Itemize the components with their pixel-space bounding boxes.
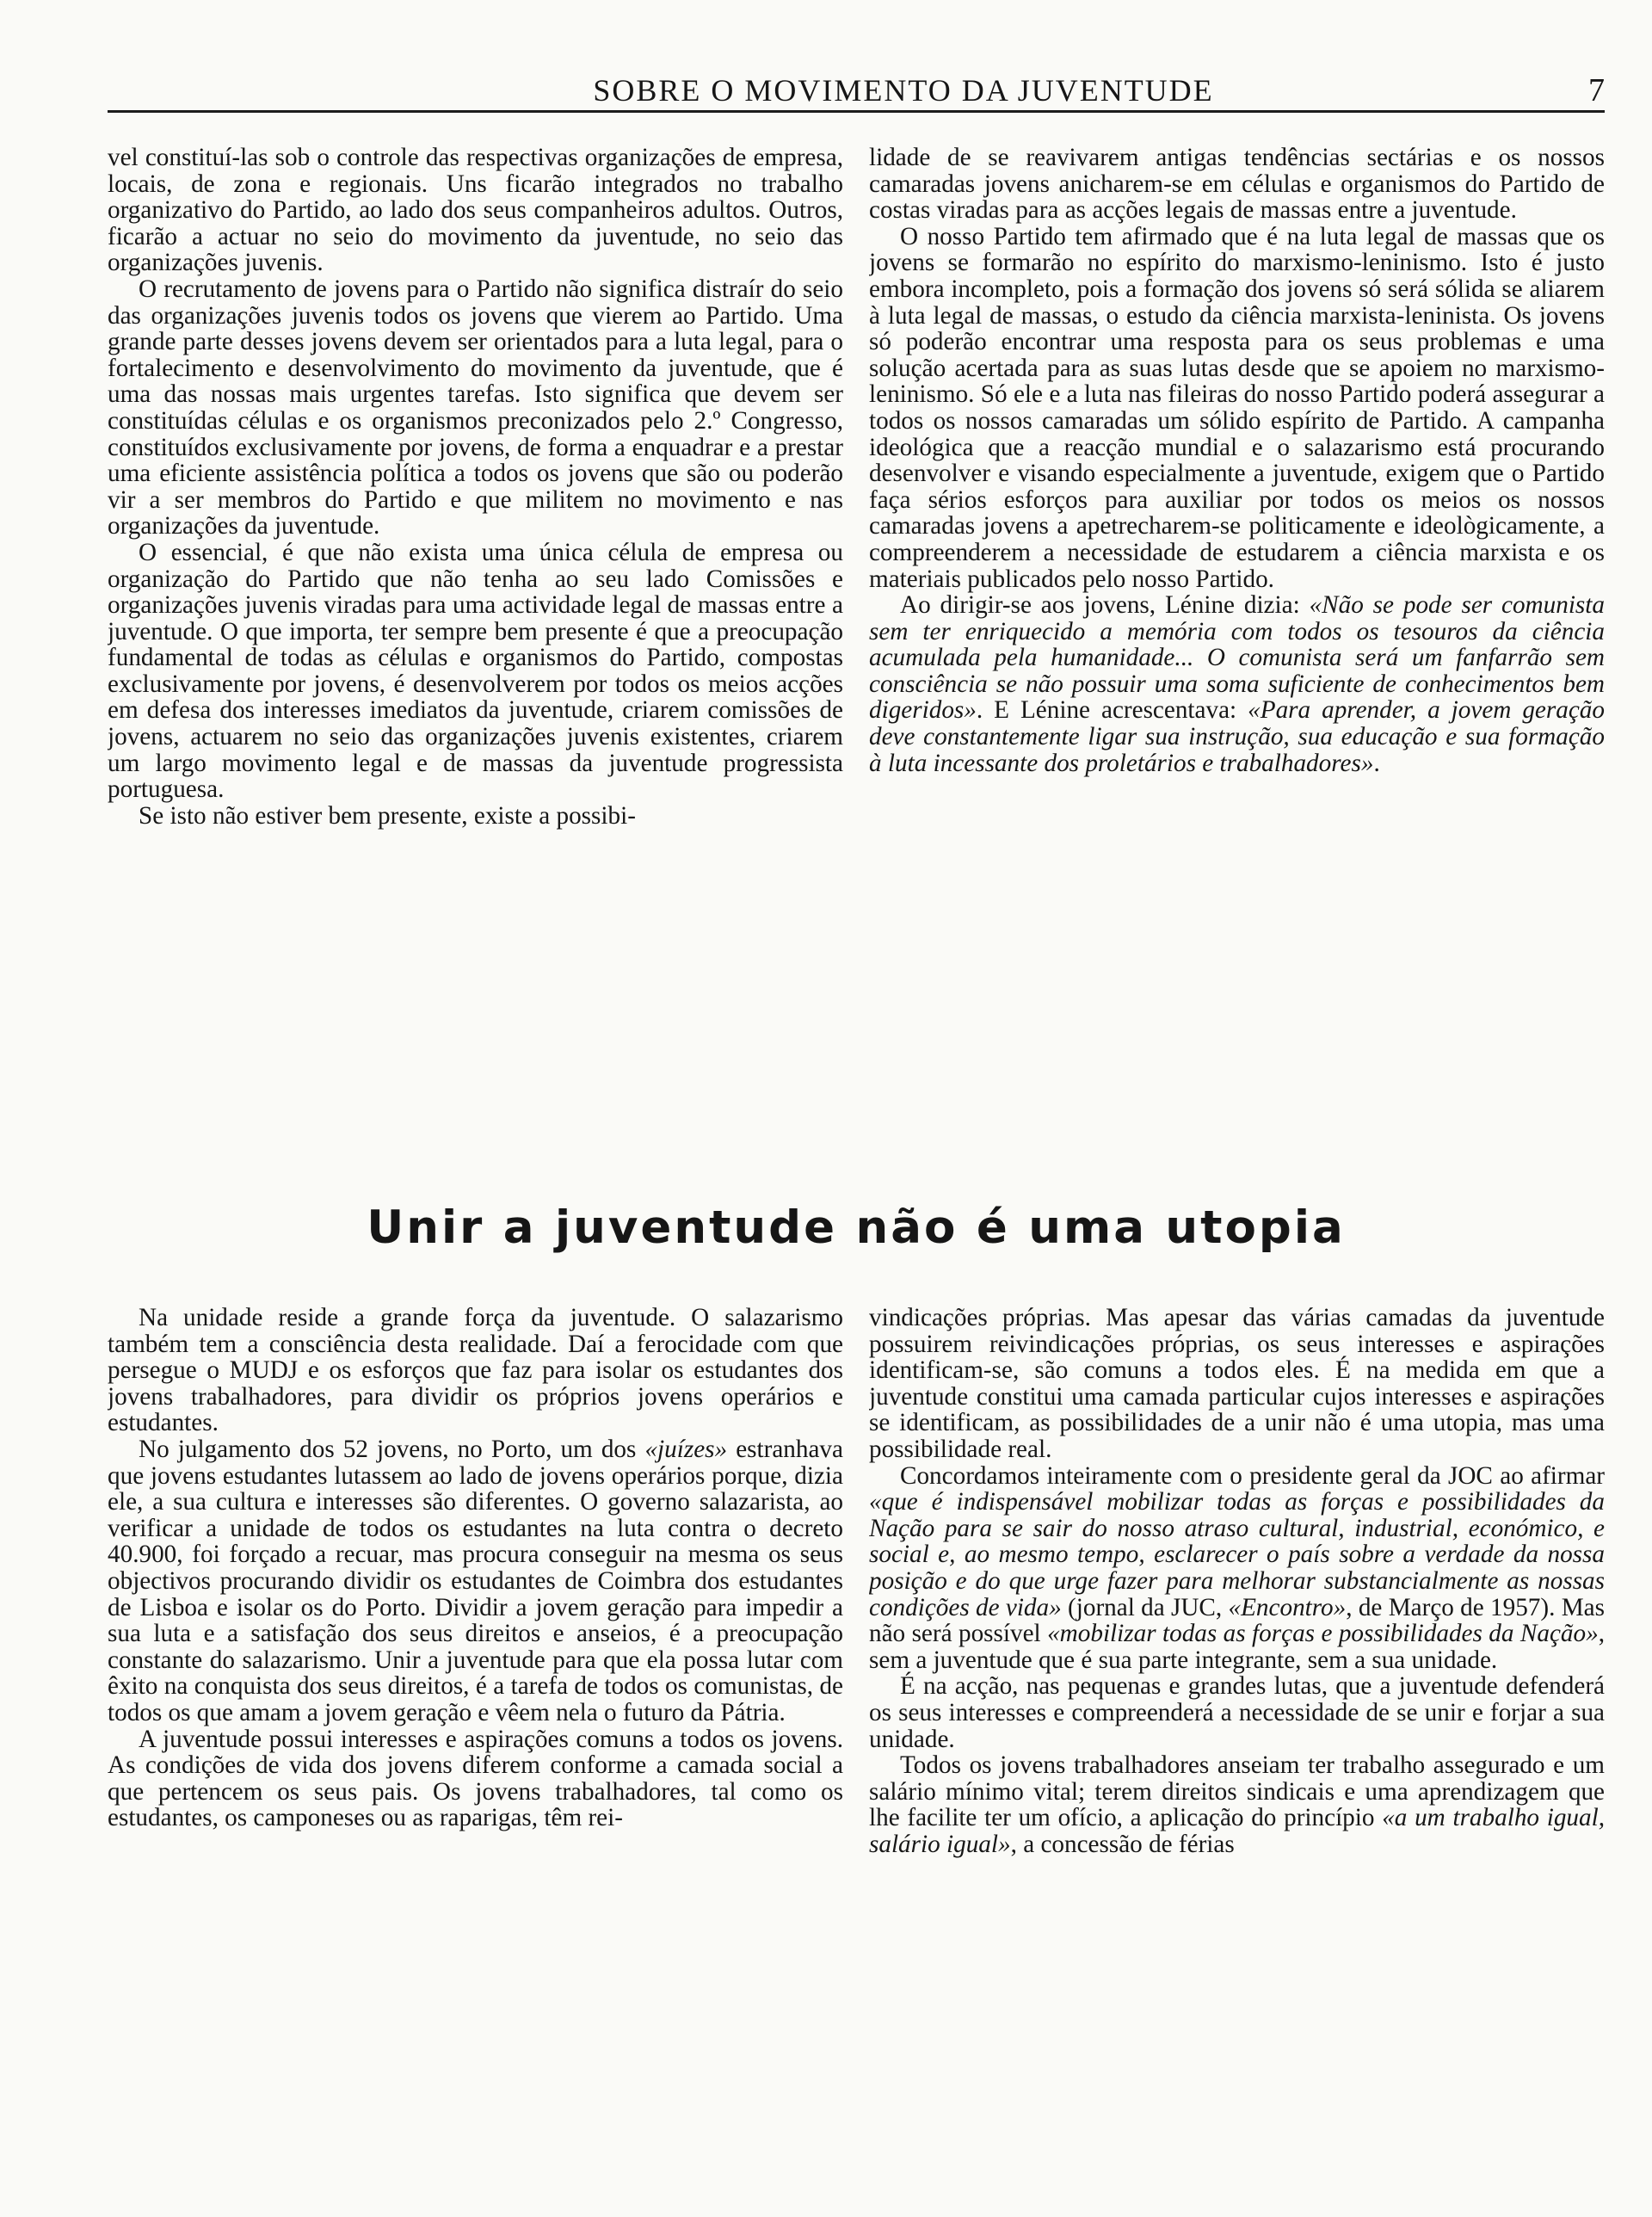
header-rule	[108, 110, 1605, 113]
section1-right-column	[869, 145, 1605, 1152]
joc-quote: «que é indispensável mobilizar todas as forças e possibilidades da Nação para se sair do nosso atraso cultural, industrial, económico, e social e, ao mesmo tempo, esclarecer o país sobre a verdade da nossa posição e do que urge fazer para melhorar substancialmente as nossas condições de vida»	[869, 1488, 1605, 1621]
running-head: SOBRE O MOVIMENTO DA JUVENTUDE	[593, 73, 1214, 108]
quoted-term: «juízes»	[644, 1435, 728, 1463]
text-run: Concordamos inteiramente com o presidente geral da JOC ao afirmar	[900, 1461, 1605, 1490]
journal-name: «Encontro»	[1228, 1593, 1347, 1621]
text-run: No julgamento dos 52 jovens, no Porto, um dos	[139, 1435, 645, 1463]
paragraph: Na unidade reside a grande força da juventude. O salazarismo também tem a consciência desta realidade. Daí a ferocidade com que persegue o MUDJ e os esforços que faz para isolar os estudantes dos jovens trabalhadores, para dividir os próprios jovens operários e estudantes.	[108, 1305, 843, 1437]
paragraph	[869, 1752, 1605, 1857]
paragraph: A juventude possui interesses e aspirações comuns a todos os jovens. As condições de vida dos jovens diferem conforme a camada social a que pertencem os seus pais. Os jovens trabalhadores, tal como os estudantes, os camponeses ou as raparigas, têm rei-	[108, 1725, 843, 1832]
paragraph: vel constituí-las sob o controle das respectivas organizações de empresa, locais, de zona e regionais. Uns ficarão integrados no trabalho organizativo do Partido, ao lado dos seus companheiros adultos. Outros, ficarão a actuar no seio do movimento da juventude, no seio das organizações juvenis.	[108, 145, 843, 277]
quoted-phrase: «mobilizar todas as forças e possibilidades da Nação»	[1047, 1620, 1599, 1648]
lenin-quote-paragraph	[869, 592, 1605, 776]
text-run: Todos os jovens trabalhadores anseiam ter trabalho assegurado e um salário mínimo vital; terem direitos sindicais e uma aprendizagem que lhe facilite ter um ofício, a aplicação do princípio	[869, 1751, 1605, 1832]
article-right-column	[869, 1305, 1605, 2191]
paragraph	[869, 1463, 1605, 1674]
lenin-quote: «Não se pode ser comunista sem ter enriquecido a memória com todos os tesouros da ciência acumulada pela humanidade... O comunista será um fanfarrão sem consciência se não possuir uma soma suficiente de conhecimentos bem digeridos»	[869, 591, 1605, 725]
section1-left-column	[108, 145, 843, 1152]
quoted-principle: «a um trabalho igual, salário igual»	[869, 1804, 1605, 1858]
paragraph: Se isto não estiver bem presente, existe a possibi-	[139, 801, 636, 830]
page-number: 7	[1588, 72, 1605, 108]
quote-end: .	[1373, 749, 1380, 777]
page-header	[108, 69, 1605, 112]
paragraph: O nosso Partido tem afirmado que é na luta legal de massas que os jovens se formarão no espírito do marxismo-leninismo. Isto é justo embora incompleto, pois a formação dos jovens só será sólida se aliarem à luta legal de massas, o estudo da ciência marxista-leninista. Os jovens só poderão encontrar uma resposta para os seus problemas e uma solução acertada para as suas lutas desde que se apoiem no marxismo-leninismo. Só ele e a luta nas fileiras do nosso Partido poderá assegurar a todos os nossos camaradas um sólido espírito de Partido. A campanha ideológica que a reacção mundial e o salazarismo está procurando desenvolver e visando especialmente a juventude, exigem que o Partido faça sérios esforços para auxiliar por todos os meios os nossos camaradas jovens a apetrecharem-se politicamente e ideològicamente, a compreenderem a necessidade de estudarem a ciência marxista e os materiais publicados pelo nosso Partido.	[869, 222, 1605, 593]
quote-connector: . E Lénine acrescentava:	[976, 696, 1248, 725]
paragraph: vindicações próprias. Mas apesar das várias camadas da juventude possuirem reivindicações próprias, os seus interesses e aspirações identificam-se, são comuns a todos eles. É na medida em que a juventude constitui uma camada particular cujos interesses e aspirações se identificam, as possibilidades de a unir não é uma utopia, mas uma possibilidade real.	[869, 1305, 1605, 1463]
paragraph: O essencial, é que não exista uma única célula de empresa ou organização do Partido que não tenha ao seu lado Comissões e organizações juvenis viradas para uma actividade legal de massas entre a juventude. O que importa, ter sempre bem presente é que a preocupação fundamental de todas as células e organismos do Partido, compostas exclusivamente por jovens, é desenvolverem por todos os meios acções em defesa dos interesses imediatos da juventude, criarem comissões de jovens, actuarem no seio das organizações juvenis existentes, criarem um largo movimento legal e de massas da juventude progressista portuguesa.	[108, 538, 843, 804]
text-run: , de Março de 1957). Mas não será possível	[869, 1593, 1605, 1648]
quote-intro: Ao dirigir-se aos jovens, Lénine dizia:	[900, 591, 1310, 620]
text-run: (jornal da JUC,	[1061, 1593, 1229, 1621]
text-run: estranhava que jovens estudantes lutassem ao lado de jovens operários porque, dizia ele, a sua cultura e interesses são diferentes. O governo salazarista, ao verificar a unidade de todos os estudantes na luta contra o decreto 40.900, foi forçado a recuar, mas procura conseguir na mesma os seus objectivos procurando dividir os estudantes de Coimbra dos estudantes de Lisboa e isolar os do Porto. Dividir a jovem geração para impedir a sua luta e a satisfação dos seus direitos e anseios, é a preocupação constante do salazarismo. Unir a juventude para que ela possa lutar com êxito na conquista dos seus direitos, é a tarefa de todos os comunistas, de todos os que amam a jovem geração e vêem nela o futuro da Pátria.	[108, 1435, 843, 1726]
paragraph: É na acção, nas pequenas e grandes lutas, que a juventude defenderá os seus interesses e compreenderá a necessidade de se unir e forjar a sua unidade.	[869, 1672, 1605, 1753]
text-run: , a concessão de férias	[1010, 1830, 1235, 1858]
text-run: , sem a juventude que é sua parte integrante, sem a sua unidade.	[869, 1620, 1605, 1674]
paragraph	[108, 1436, 843, 1726]
paragraph: O recrutamento de jovens para o Partido não significa distraír do seio das organizações juvenis todos os jovens que vierem ao Partido. Uma grande parte desses jovens devem ser orientados para a luta legal, para o fortalecimento e desenvolvimento do movimento da juventude, que é uma das nossas mais urgentes tarefas. Isto significa que devem ser constituídas células e os organismos preconizados pelo 2.º Congresso, constituídos exclusivamente por jovens, de forma a enquadrar e a prestar uma eficiente assistência política a todos os jovens que são ou poderão vir a ser membros do Partido e que militem no movimento e nas organizações da juventude.	[108, 275, 843, 540]
paragraph: lidade de se reavivarem antigas tendências sectárias e os nossos camaradas jovens anicharem-se em células e organismos do Partido de costas viradas para as acções legais de massas entre a juventude.	[869, 145, 1605, 225]
article-left-column	[108, 1305, 843, 2191]
article-title: Unir a juventude não é uma utopia	[367, 1201, 1346, 1254]
lenin-quote: «Para aprender, a jovem geração deve constantemente ligar sua instrução, sua educação e sua formação à luta incessante dos proletários e trabalhadores»	[869, 696, 1605, 777]
